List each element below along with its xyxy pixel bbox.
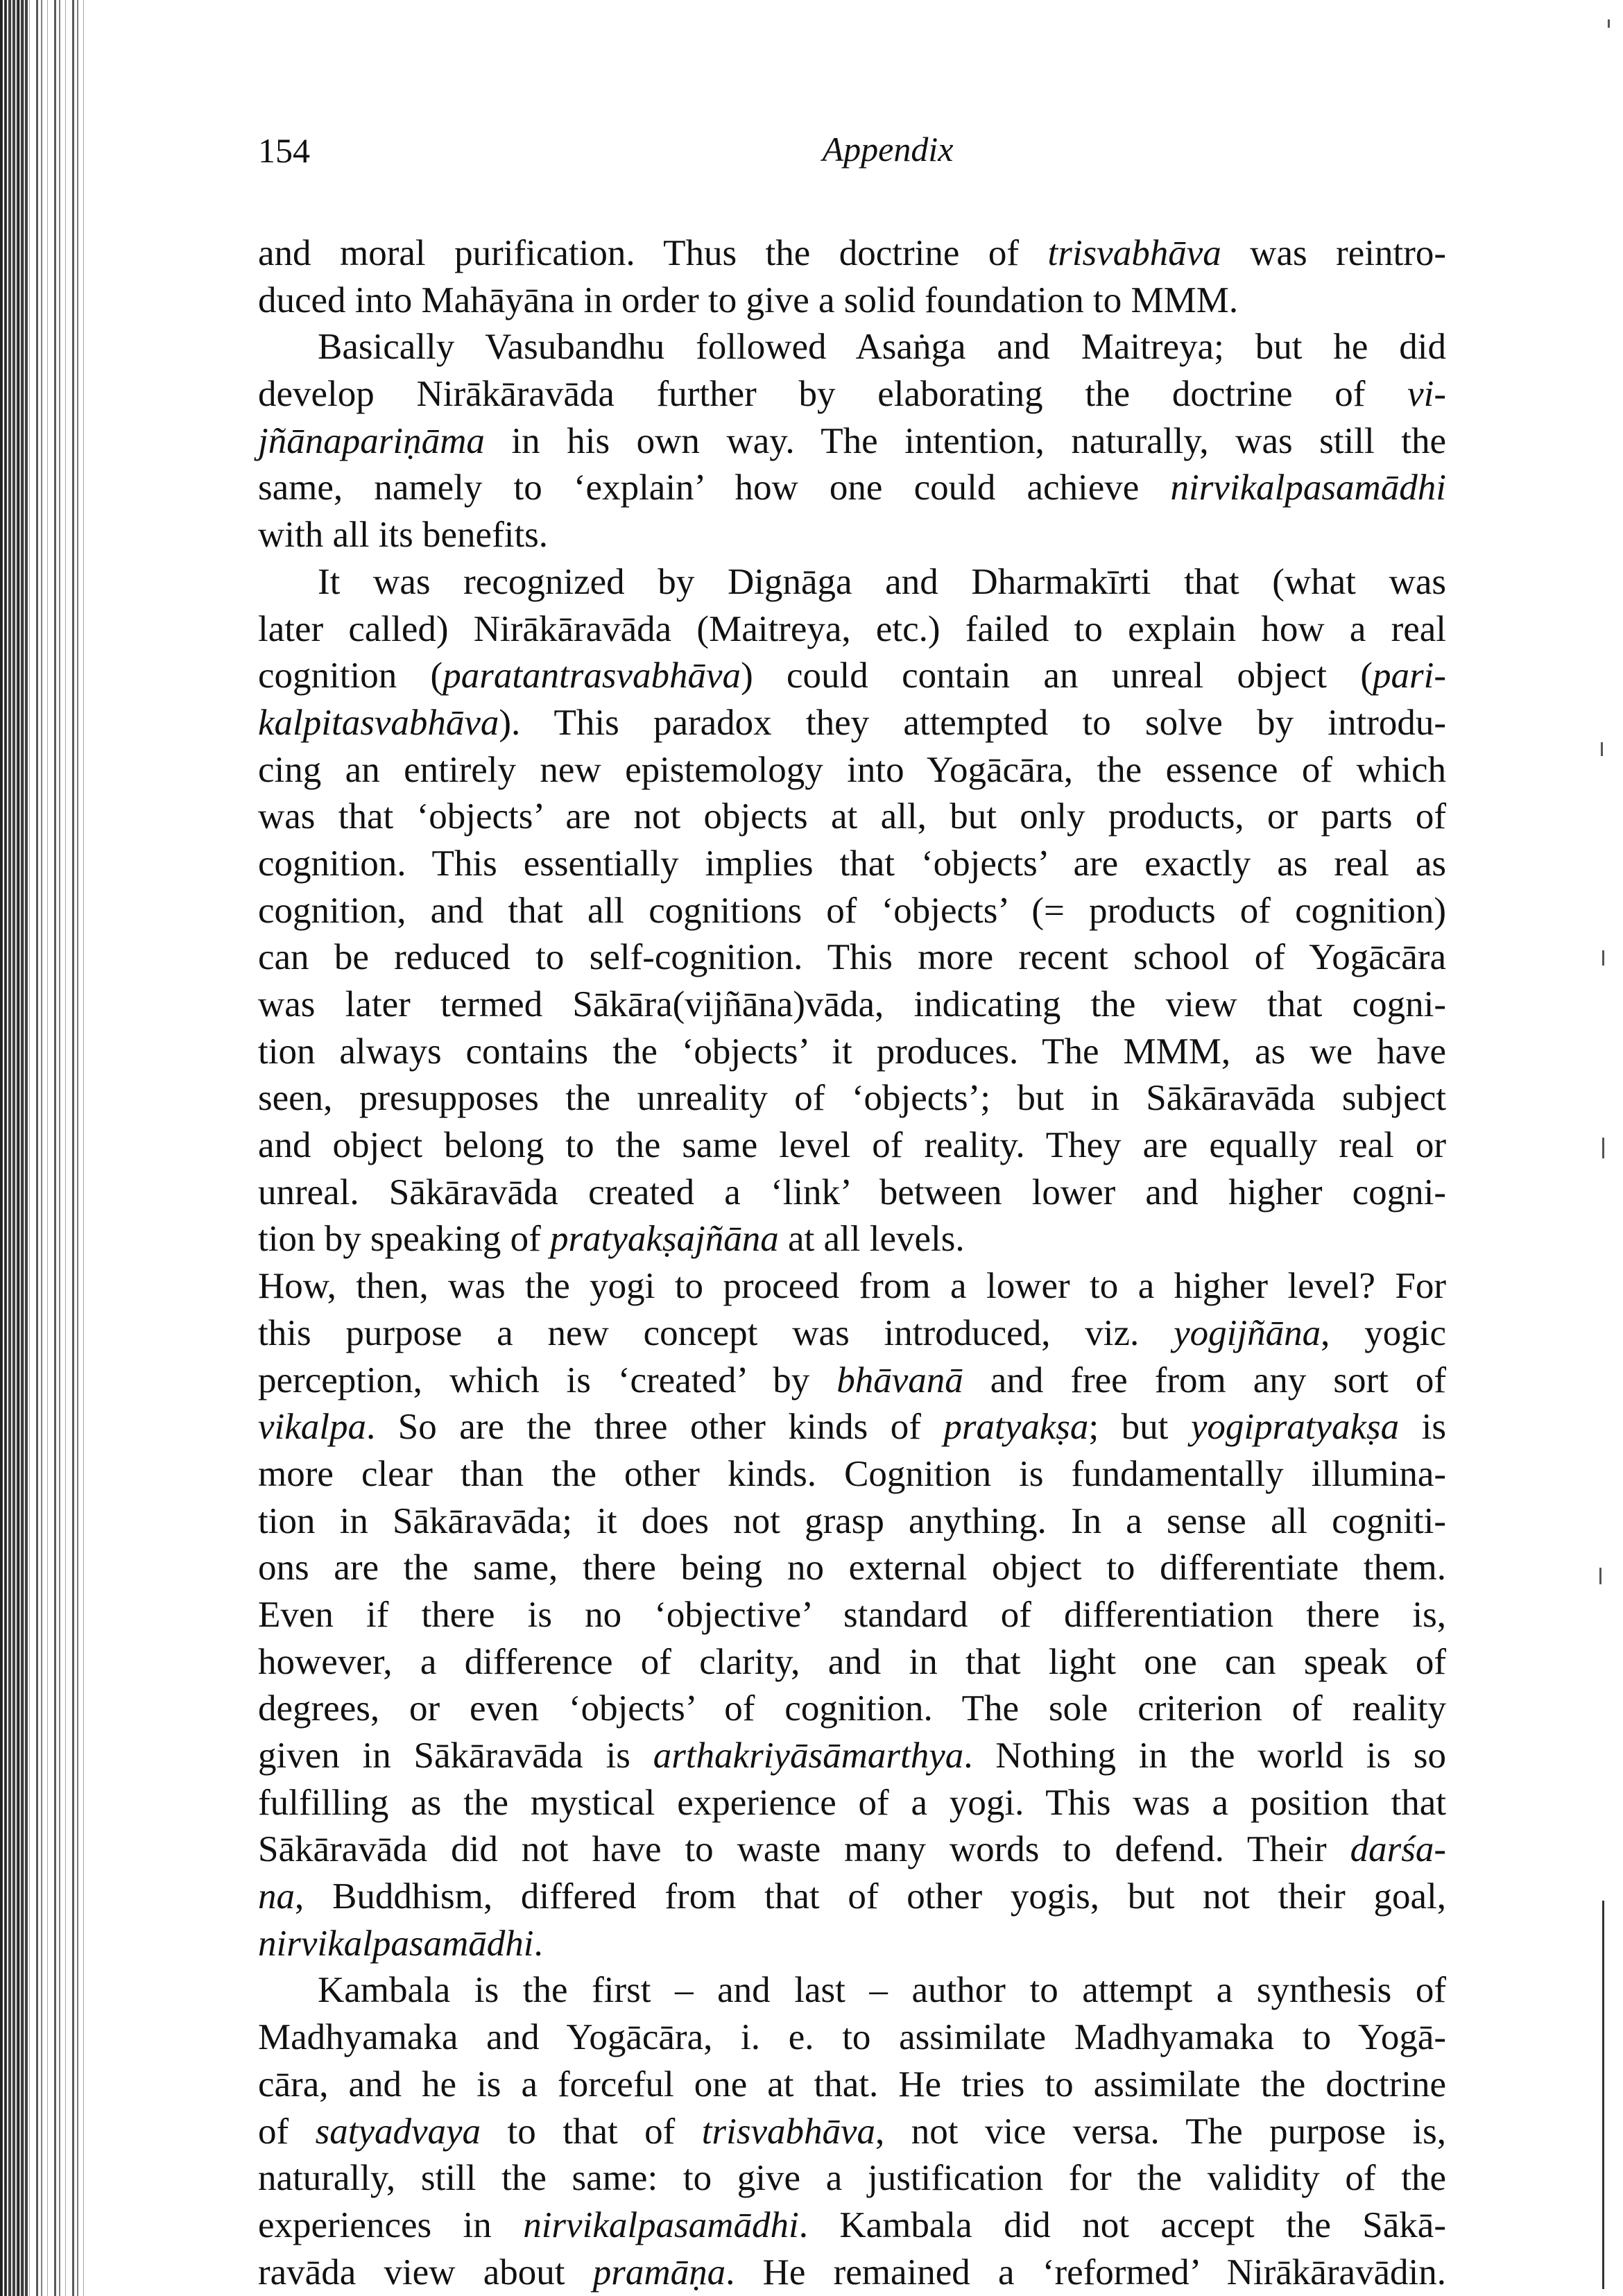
text-line xyxy=(258,1404,1446,1451)
text-line xyxy=(258,1075,1446,1122)
text-line xyxy=(258,371,1446,418)
scan-mark xyxy=(1602,1138,1604,1158)
text-line xyxy=(258,1451,1446,1498)
text-run: , not vice versa. The purpose is, xyxy=(875,2111,1446,2152)
text-run: perception, which is ‘created’ by xyxy=(258,1360,837,1400)
text-line xyxy=(258,1216,1446,1263)
italic-term: nirvikalpasamādhi xyxy=(258,1923,534,1964)
text-run: , yogic xyxy=(1321,1312,1446,1353)
italic-term: satyadvaya xyxy=(315,2111,481,2152)
text-run: Even if there is no ‘objective’ standard of differentiation there is, xyxy=(258,1594,1446,1635)
text-run: with all its benefits. xyxy=(258,515,549,556)
text-run: more clear than the other kinds. Cognition is fundamentally illumina- xyxy=(258,1453,1446,1494)
text-run: . Kambala did not accept the Sākā- xyxy=(798,2204,1446,2245)
text-run: in his own way. The intention, naturally, was still the xyxy=(484,420,1446,461)
text-run: How, then, was the yogi to proceed from a lower to a higher level? For xyxy=(258,1266,1446,1307)
text-line xyxy=(258,1170,1446,1217)
text-line xyxy=(258,1733,1446,1780)
text-run: to that of xyxy=(481,2111,702,2152)
text-run: naturally, still the same: to give a justification for the validity of the xyxy=(258,2158,1446,2199)
text-run: and free from any sort of xyxy=(963,1360,1446,1400)
text-line xyxy=(258,559,1446,606)
text-line xyxy=(258,324,1446,371)
text-line xyxy=(258,2250,1446,2296)
italic-term: jñānapariṇāma xyxy=(258,420,485,461)
scan-mark xyxy=(1602,950,1604,966)
text-line xyxy=(258,1874,1446,1921)
italic-term: pratyakṣa xyxy=(943,1407,1089,1448)
text-run: Kambala is the first – and last – author to attempt a synthesis of xyxy=(318,1970,1446,2011)
text-run: cing an entirely new epistemology into Yogācāra, the essence of which xyxy=(258,749,1446,790)
text-line xyxy=(258,465,1446,512)
text-line xyxy=(258,1029,1446,1076)
text-run: seen, presupposes the unreality of ‘objects’; but in Sākāravāda subject xyxy=(258,1078,1446,1119)
text-line xyxy=(258,1545,1446,1592)
scan-mark xyxy=(1601,742,1603,756)
body-text xyxy=(258,230,1446,2296)
italic-term: nirvikalpasamādhi xyxy=(1170,468,1446,508)
italic-term: bhāvanā xyxy=(836,1360,963,1400)
italic-term: yogijñāna xyxy=(1174,1312,1321,1353)
italic-term: nirvikalpasamādhi xyxy=(523,2204,799,2245)
scan-edge-line xyxy=(1602,1901,1604,2289)
text-line xyxy=(258,512,1446,559)
text-line xyxy=(258,1780,1446,1827)
text-run: duced into Mahāyāna in order to give a solid foundation to MMM. xyxy=(258,280,1239,320)
text-run: and object belong to the same level of reality. They are equally real or xyxy=(258,1125,1446,1166)
text-run: cognition. This essentially implies that ‘objects’ are exactly as real as xyxy=(258,843,1446,884)
text-run: It was recognized by Dignāga and Dharmakīrti that (what was xyxy=(318,561,1446,602)
text-run: of xyxy=(258,2111,316,2152)
text-line xyxy=(258,1310,1446,1357)
text-run: however, a difference of clarity, and in that light one can speak of xyxy=(258,1641,1446,1682)
scan-mark xyxy=(1599,1568,1601,1584)
text-line xyxy=(258,2109,1446,2156)
text-run: . xyxy=(533,1923,543,1964)
text-run: unreal. Sākāravāda created a ‘link’ between lower and higher cogni- xyxy=(258,1172,1446,1213)
text-run: was later termed Sākāra(vijñāna)vāda, indicating the view that cogni- xyxy=(258,984,1446,1025)
text-run: . Nothing in the world is so xyxy=(963,1736,1446,1776)
text-line xyxy=(258,1639,1446,1686)
text-run: ravāda view about xyxy=(258,2252,593,2293)
text-line xyxy=(258,2155,1446,2202)
running-title-text: Appendix xyxy=(822,130,954,169)
text-line xyxy=(258,1921,1446,1968)
text-line xyxy=(258,2062,1446,2109)
text-run: cāra, and he is a forceful one at that. He tries to assimilate the doctrine xyxy=(258,2064,1446,2105)
text-line xyxy=(258,2202,1446,2250)
italic-term: vi- xyxy=(1407,374,1446,415)
italic-term: pramāṇa xyxy=(592,2252,726,2293)
text-line xyxy=(258,277,1446,325)
italic-term: trisvabhāva xyxy=(1047,233,1221,273)
italic-term: arthakriyāsāmarthya xyxy=(653,1736,964,1776)
text-line xyxy=(258,841,1446,888)
text-run: was reintro- xyxy=(1221,233,1446,273)
text-run: ; but xyxy=(1088,1407,1191,1448)
text-line xyxy=(258,747,1446,794)
text-run: ons are the same, there being no external object to differentiate them. xyxy=(258,1548,1446,1588)
text-run: can be reduced to self-cognition. This more recent school of Yogācāra xyxy=(258,937,1446,978)
text-line xyxy=(258,418,1446,465)
text-run: later called) Nirākāravāda (Maitreya, etc.) failed to explain how a real xyxy=(258,608,1446,649)
text-line xyxy=(258,1967,1446,2014)
text-run: experiences in xyxy=(258,2204,524,2245)
text-line xyxy=(258,934,1446,982)
text-run: Basically Vasubandhu followed Asaṅga and Maitreya; but he did xyxy=(318,327,1446,368)
text-run: . So are the three other kinds of xyxy=(366,1407,944,1448)
text-line xyxy=(258,1592,1446,1639)
text-line xyxy=(258,982,1446,1029)
text-line xyxy=(258,1122,1446,1170)
text-run: given in Sākāravāda is xyxy=(258,1736,653,1776)
text-run: is xyxy=(1399,1407,1446,1448)
text-run: cognition, and that all cognitions of ‘objects’ (= products of cognition) xyxy=(258,890,1446,931)
italic-term: paratantrasvabhāva xyxy=(443,656,741,696)
scan-mark xyxy=(1608,19,1610,28)
text-run: ) could contain an unreal object ( xyxy=(741,656,1373,696)
running-title xyxy=(0,129,1623,169)
text-line xyxy=(258,1357,1446,1405)
italic-term: trisvabhāva xyxy=(701,2111,876,2152)
italic-term: kalpitasvabhāva xyxy=(258,702,499,743)
text-run: and moral purification. Thus the doctrine of xyxy=(258,233,1048,273)
text-run: Sākāravāda did not have to waste many words to defend. Their xyxy=(258,1829,1350,1870)
text-run: develop Nirākāravāda further by elaborating the doctrine of xyxy=(258,374,1408,415)
text-line xyxy=(258,1686,1446,1733)
italic-term: pratyakṣajñāna xyxy=(550,1219,779,1260)
text-run: tion always contains the ‘objects’ it produces. The MMM, as we have xyxy=(258,1031,1446,1072)
text-line xyxy=(258,653,1446,700)
text-line xyxy=(258,794,1446,841)
text-run: this purpose a new concept was introduced, viz. xyxy=(258,1312,1174,1353)
italic-term: darśa- xyxy=(1350,1829,1446,1870)
text-line xyxy=(258,1826,1446,1874)
page-number: 154 xyxy=(258,131,310,170)
text-run: fulfilling as the mystical experience of a yogi. This was a position that xyxy=(258,1782,1446,1823)
book-binding-edge xyxy=(0,0,28,2296)
text-run: cognition ( xyxy=(258,656,443,696)
italic-term: na xyxy=(258,1876,295,1917)
text-line xyxy=(258,230,1446,277)
text-run: degrees, or even ‘objects’ of cognition. The sole criterion of reality xyxy=(258,1688,1446,1729)
italic-term: vikalpa xyxy=(258,1407,366,1448)
italic-term: pari- xyxy=(1373,656,1446,696)
text-run: same, namely to ‘explain’ how one could achieve xyxy=(258,468,1171,508)
text-run: . He remained a ‘reformed’ Nirākāravādin. xyxy=(725,2252,1446,2293)
text-line xyxy=(258,700,1446,747)
text-run: ). This paradox they attempted to solve by introdu- xyxy=(499,702,1446,743)
text-run: Madhyamaka and Yogācāra, i. e. to assimilate Madhyamaka to Yogā- xyxy=(258,2017,1446,2058)
text-line xyxy=(258,1498,1446,1545)
text-run: , Buddhism, differed from that of other yogis, but not their goal, xyxy=(295,1876,1446,1917)
text-run: was that ‘objects’ are not objects at all, but only products, or parts of xyxy=(258,796,1446,837)
text-line xyxy=(258,2014,1446,2062)
italic-term: yogipratyakṣa xyxy=(1190,1407,1400,1448)
text-run: tion by speaking of xyxy=(258,1219,550,1260)
text-run: tion in Sākāravāda; it does not grasp anything. In a sense all cogniti- xyxy=(258,1500,1446,1541)
text-line xyxy=(258,606,1446,653)
text-run: at all levels. xyxy=(778,1219,965,1260)
text-line xyxy=(258,888,1446,935)
text-line xyxy=(258,1263,1446,1310)
